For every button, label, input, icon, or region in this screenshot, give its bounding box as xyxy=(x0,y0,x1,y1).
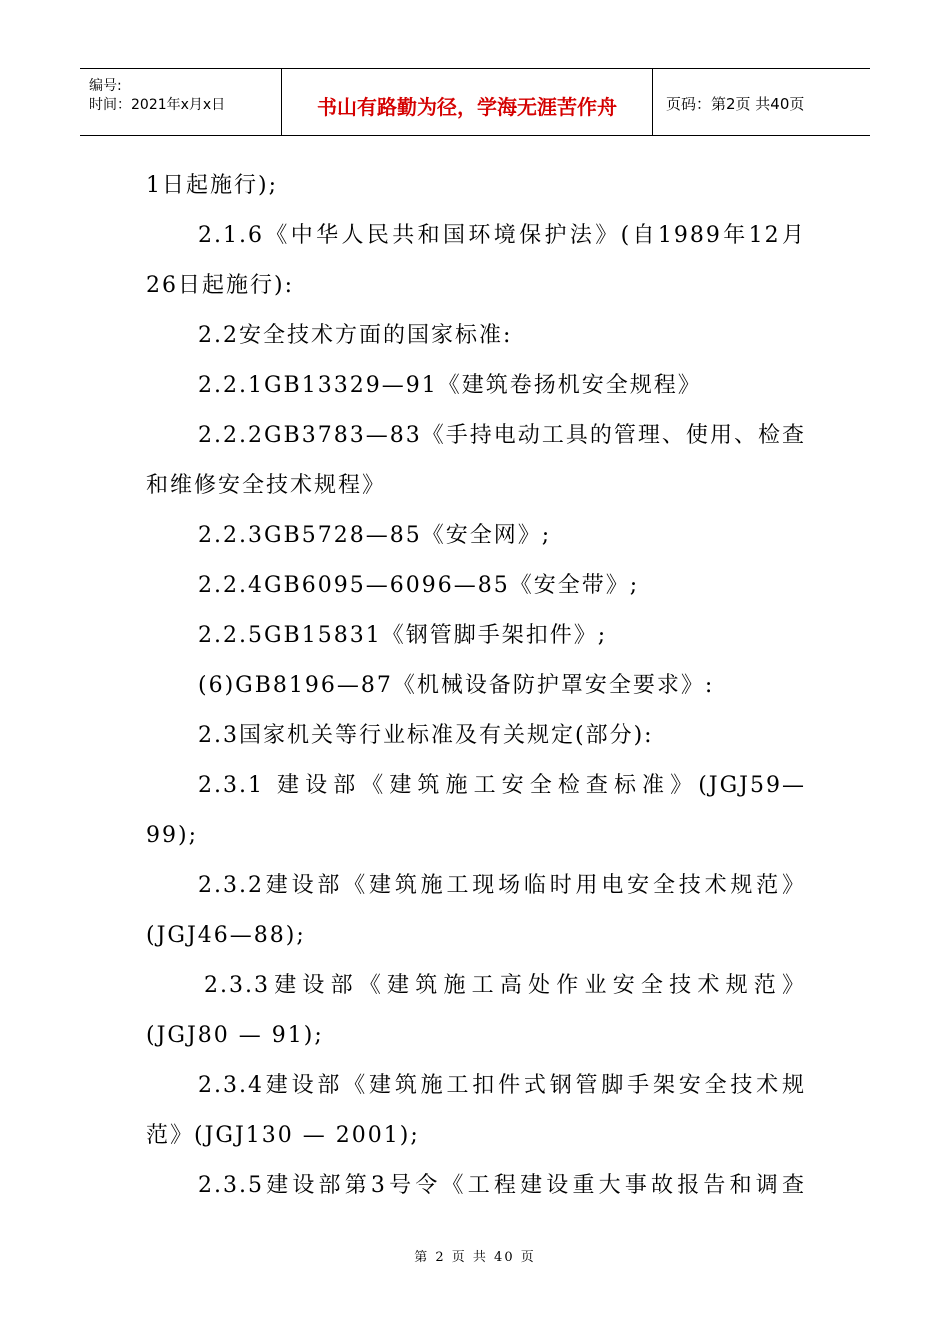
header-page-info: 页码：第2页 共40页 xyxy=(666,94,805,113)
text-line: 2.3.3建设部《建筑施工高处作业安全技术规范》 xyxy=(204,973,806,998)
text-line: 和维修安全技术规程》 xyxy=(146,473,387,498)
header-meta xyxy=(80,69,282,135)
text-line: 2.2.5GB15831《钢管脚手架扣件》; xyxy=(198,623,608,648)
text-line: 2.1.6《中华人民共和国环境保护法》(自1989年12月 xyxy=(198,223,806,248)
text-line: 2.2.2GB3783—83《手持电动工具的管理、使用、检查 xyxy=(198,423,806,448)
text-line: (6)GB8196—87《机械设备防护罩安全要求》: xyxy=(198,673,715,698)
text-line: 2.2安全技术方面的国家标准: xyxy=(198,323,513,348)
page-footer: 第 2 页 共 40 页 xyxy=(414,1250,536,1265)
text-line: 99); xyxy=(146,823,198,848)
text-line: 范》(JGJ130 — 2001); xyxy=(146,1123,420,1148)
page-header xyxy=(80,68,870,136)
text-line: (JGJ80 — 91); xyxy=(146,1023,324,1048)
text-line: 2.3.5建设部第3号令《工程建设重大事故报告和调查 xyxy=(198,1173,806,1198)
text-line: 26日起施行): xyxy=(146,273,294,298)
text-line: 1日起施行); xyxy=(146,173,278,198)
header-motto: 书山有路勤为径，学海无涯苦作舟 xyxy=(282,69,653,135)
document-body xyxy=(146,166,806,1216)
code-label: 编号: xyxy=(89,78,122,94)
text-line: 2.2.1GB13329—91《建筑卷扬机安全规程》 xyxy=(198,373,702,398)
text-line: (JGJ46—88); xyxy=(146,923,306,948)
text-line: 2.3.1 建设部《建筑施工安全检查标准》(JGJ59— xyxy=(198,773,806,798)
text-line: 2.3.4建设部《建筑施工扣件式钢管脚手架安全技术规 xyxy=(198,1073,806,1098)
text-line: 2.2.3GB5728—85《安全网》; xyxy=(198,523,552,548)
text-line: 2.3.2建设部《建筑施工现场临时用电安全技术规范》 xyxy=(198,873,806,898)
text-line: 2.2.4GB6095—6096—85《安全带》; xyxy=(198,573,640,598)
text-line: 2.3国家机关等行业标准及有关规定(部分): xyxy=(198,723,654,748)
time-label: 时间：2021年x月x日 xyxy=(89,97,226,113)
